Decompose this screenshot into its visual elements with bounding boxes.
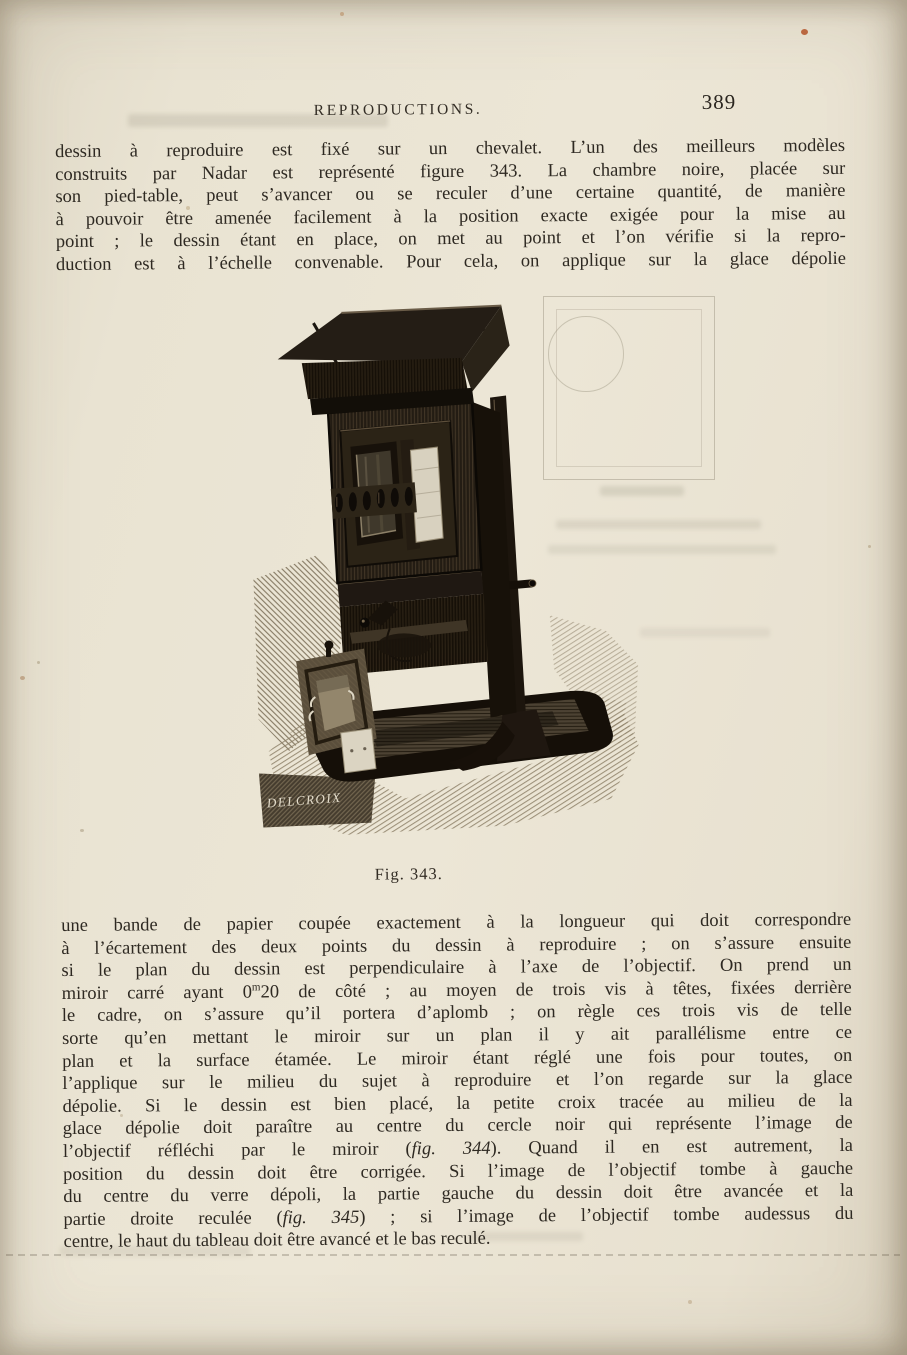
roof-hood — [277, 306, 510, 416]
text-line: du centre du verre dépoli, la partie gauche du dessin doit être avancée et la — [63, 1180, 854, 1208]
text-line: miroir carré ayant 0$^m$20 de côté ; au moyen de trois vis à têtes, fixées derrière — [61, 977, 852, 1004]
text-line: l’applique sur le milieu du sujet à reproduire et l’on regarde sur la glace — [62, 1068, 853, 1095]
text-line: partie droite reculée (fig. 345) ; si l’image de l’objectif tombe audessus du — [63, 1203, 854, 1230]
text-line: une bande de papier coupée exactement à la longueur qui doit correspondre — [61, 909, 852, 937]
foxing-spot — [340, 12, 344, 16]
text-line: point ; le dessin étant en place, on met au point et l’on vérifie si la repro- — [55, 226, 846, 253]
text-line: si le plan du dessin est perpendiculaire à l’axe de l’objectif. On prend un — [61, 955, 852, 982]
text-line: plan et la surface étamée. Le miroir étant réglé une fois pour toutes, on — [62, 1045, 853, 1072]
foxing-spot — [20, 676, 25, 680]
engraver-signature: DELCROIX — [266, 789, 343, 811]
text-line: à pouvoir être amenée facilement à la position exacte exigée pour la mise au — [55, 203, 846, 230]
figure-343-engraving — [249, 296, 663, 847]
engraving-svg — [249, 296, 663, 847]
foxing-spot — [186, 206, 190, 210]
running-head — [0, 89, 903, 132]
text-line: sorte qu’en mettant le miroir sur un plan il y ait parallélisme entre ce — [61, 1022, 853, 1050]
text-line: dessin à reproduire est fixé sur un chevalet. L’un des meilleurs modèles — [54, 135, 846, 163]
figure-caption: Fig. 343. — [374, 864, 443, 884]
page-number: 389 — [701, 89, 737, 115]
text-line: duction est à l’échelle convenable. Pour cela, on applique sur la glace dépolie — [55, 248, 847, 276]
text-line: son pied-table, peut s’avancer ou se reculer d’une certaine quantité, de manière — [55, 181, 846, 208]
text-line: construits par Nadar est représenté figure 343. La chambre noire, placée sur — [55, 158, 846, 185]
text-line: le cadre, on s’assure qu’il portera d’aplomb ; on règle ces trois vis de telle — [61, 1000, 852, 1027]
text-line: centre, le haut du tableau doit être avancé et le bas reculé. — [63, 1229, 491, 1253]
text-line: dépolie. Si le dessin est bien placé, la petite croix tracée au milieu de la — [62, 1090, 853, 1117]
foxing-spot — [37, 661, 40, 664]
foxing-spot — [801, 29, 808, 35]
foxing-spot — [688, 1300, 692, 1304]
foxing-spot — [120, 1114, 123, 1117]
text-line: position du dessin doit être corrigée. Si l’image de l’objectif tombe à gauche — [63, 1158, 854, 1185]
text-line: glace dépolie doit paraître au centre du cercle noir qui représente l’image de — [62, 1113, 853, 1140]
text-line: l’objectif réfléchi par le miroir (fig. 344). Quand il en est autrement, la — [62, 1135, 854, 1162]
text-line: à l’écartement des deux points du dessin à reproduire ; on s’assure ensuite — [61, 932, 852, 959]
foxing-spot — [868, 545, 871, 548]
white-card — [341, 729, 376, 773]
paragraph-2 — [61, 909, 854, 1254]
foxing-spot — [80, 829, 84, 832]
paragraph-1 — [55, 135, 846, 277]
page-title: REPRODUCTIONS. — [313, 100, 483, 120]
